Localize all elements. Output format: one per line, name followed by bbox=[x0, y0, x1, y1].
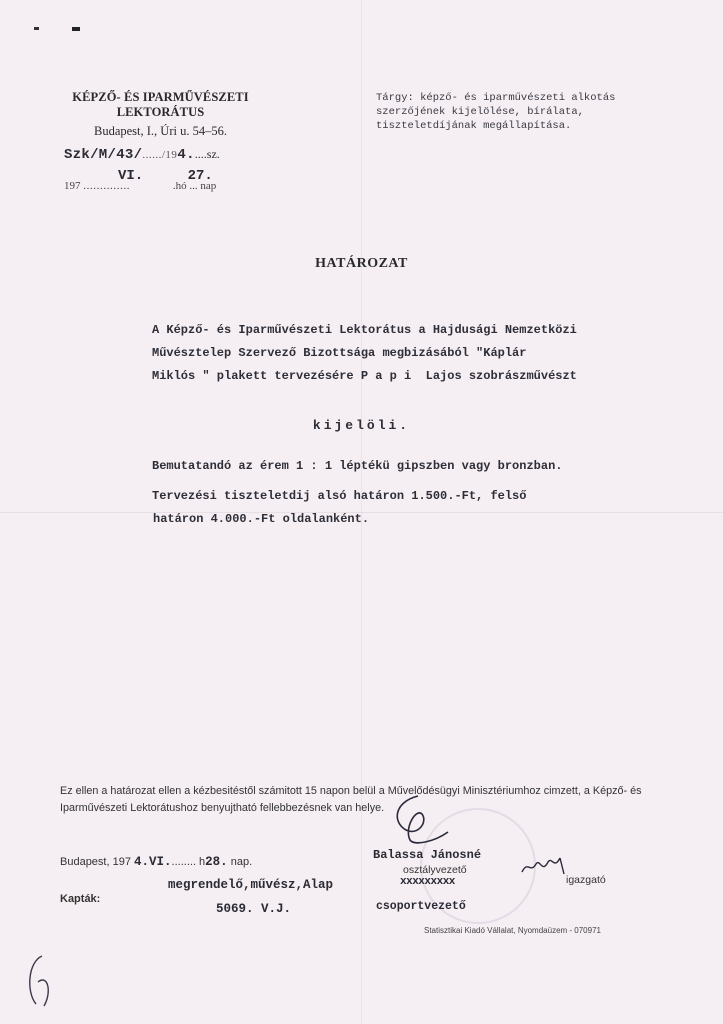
printer-imprint: Statisztikai Kiadó Vállalat, Nyomdaüzem - 070971 bbox=[424, 926, 601, 935]
registration-dots: ....../19 bbox=[142, 149, 178, 161]
recipients-line2: 5069. V.J. bbox=[216, 902, 292, 916]
requirement-line: Bemutatandó az érem 1 : 1 léptékü gipszben vagy bronzban. bbox=[152, 459, 563, 473]
registration-line bbox=[64, 146, 220, 163]
body-line: Művésztelep Szervező Bizottsága megbizásából "Káplár bbox=[152, 346, 527, 360]
date-labels: .hó ... nap bbox=[172, 180, 217, 192]
role-director: igazgató bbox=[566, 874, 606, 886]
registration-number: Szk/M/43/ bbox=[64, 147, 143, 163]
sender-block bbox=[58, 90, 263, 139]
crossed-out-text: xxxxxxxxx bbox=[400, 876, 455, 888]
handwritten-signature bbox=[388, 792, 458, 852]
recipients-label: Kapták: bbox=[60, 893, 101, 905]
subject-block: Tárgy: képző- és iparművészeti alkotás szerzőjének kijelölése, bírálata, tiszteletdíjának megállapítása. bbox=[376, 92, 616, 132]
requirement-line: határon 4.000.-Ft oldalanként. bbox=[153, 512, 370, 526]
date-line bbox=[64, 180, 216, 192]
punch-mark bbox=[72, 27, 80, 31]
registration-suffix: ....sz. bbox=[194, 147, 220, 161]
decision-body bbox=[152, 319, 723, 388]
date-month: VI. bbox=[118, 168, 144, 184]
decision-verb: kijelöli. bbox=[312, 418, 411, 433]
footer-year-digit: 4. bbox=[134, 855, 150, 869]
org-name-line2: LEKTORÁTUS bbox=[116, 105, 205, 119]
date-dots: .............. bbox=[83, 180, 131, 192]
date-prefix: 197 bbox=[64, 180, 81, 192]
body-line: Miklós " plakett tervezésére P a p i Lajos szobrászművészt bbox=[152, 369, 577, 383]
handwritten-initials bbox=[520, 850, 570, 880]
org-address: Budapest, I., Úri u. 54–56. bbox=[94, 124, 227, 138]
body-line: A Képző- és Iparművészeti Lektorátus a Hajdusági Nemzetközi bbox=[152, 323, 577, 337]
role-group-head: csoportvezető bbox=[376, 900, 466, 913]
requirement-line: Tervezési tiszteletdij alsó határon 1.500.-Ft, felső bbox=[152, 489, 527, 503]
punch-mark bbox=[34, 27, 39, 30]
document-title: HATÁROZAT bbox=[315, 256, 408, 271]
footer-day-suffix: nap. bbox=[227, 856, 253, 868]
handwritten-mark bbox=[22, 952, 58, 1012]
footer-month: VI. bbox=[149, 855, 172, 869]
org-name-line1: KÉPZŐ- ÉS IPARMŰVÉSZETI bbox=[72, 90, 249, 104]
registration-year: 4. bbox=[177, 147, 195, 163]
footer-place: Budapest, 197 bbox=[60, 856, 131, 868]
recipients-line1: megrendelő,művész,Alap bbox=[168, 878, 334, 892]
footer-day: 28. bbox=[205, 855, 228, 869]
appeal-notice: Ez ellen a határozat ellen a kézbesitéstől számitott 15 napon belül a Művelődésügyi Minisztériumhoz cimzett, a Képző- és Iparművészeti Lektorátushoz benyujtható fellebbezésnek van helye. bbox=[60, 785, 642, 814]
signer-name: Balassa Jánosné bbox=[373, 848, 482, 862]
footer-dots: ........ h bbox=[171, 856, 206, 868]
date-day: 27. bbox=[187, 168, 213, 184]
role-division-head: osztályvezető bbox=[403, 864, 467, 876]
footer-date-line bbox=[60, 855, 252, 869]
requirements-block bbox=[152, 455, 562, 538]
